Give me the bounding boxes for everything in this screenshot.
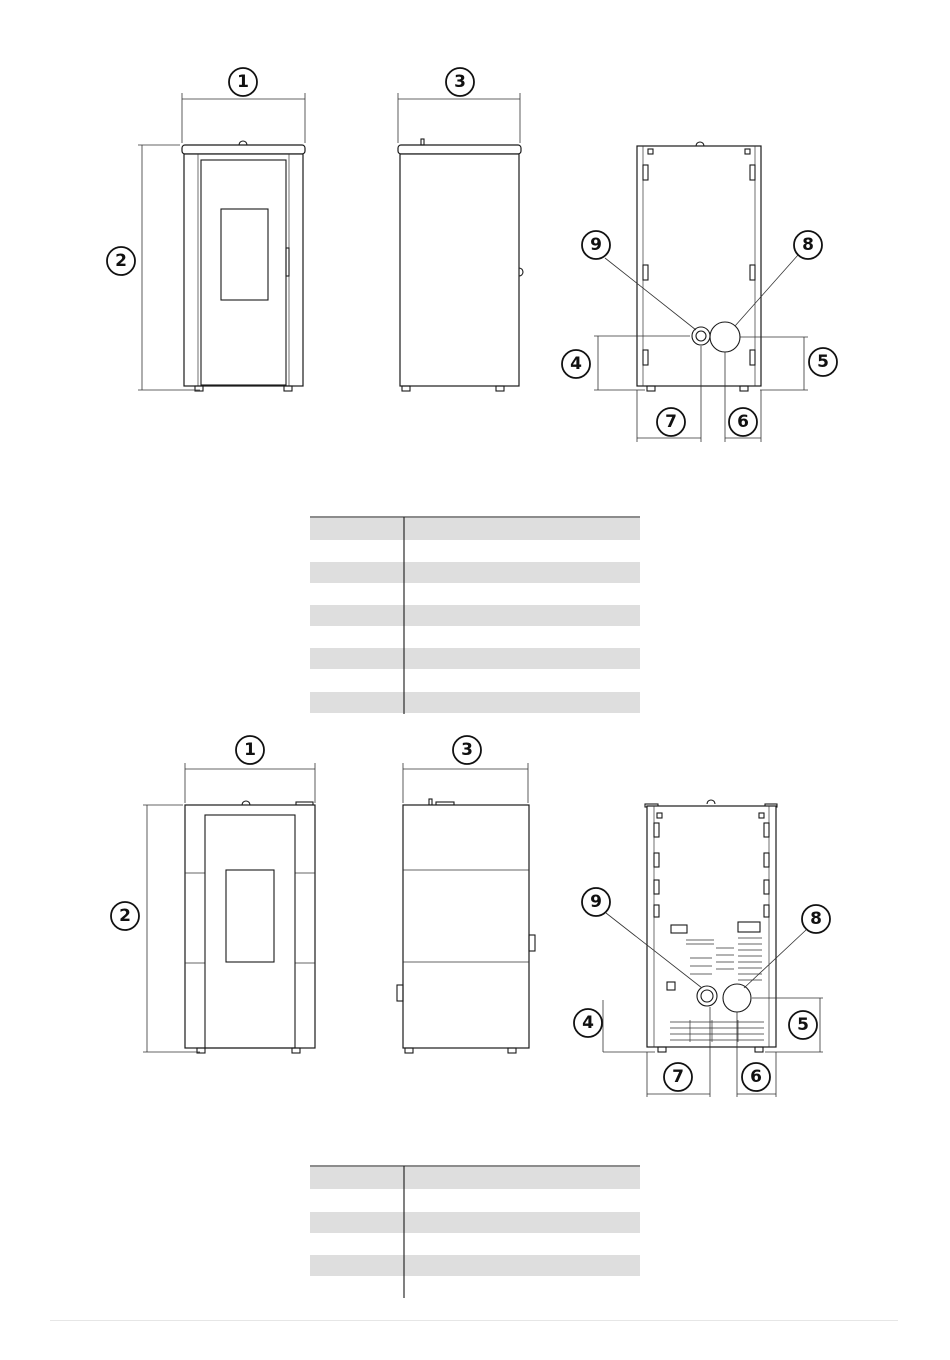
callout-label: 4: [582, 1013, 594, 1033]
callout-label: 9: [590, 892, 602, 912]
callout-label: 1: [237, 72, 249, 92]
callout-outlet-offset-b: [664, 1063, 692, 1091]
callout-label: 5: [817, 352, 829, 372]
callout-height-a: [107, 247, 135, 275]
callout-label: 8: [802, 235, 814, 255]
callout-front-width-b: [236, 736, 264, 764]
model-b-rear-view: [603, 800, 823, 1097]
callout-label: 2: [119, 906, 131, 926]
callout-outlet-offset-a: [657, 408, 685, 436]
footer-rule: [50, 1320, 898, 1321]
callout-label: 1: [244, 740, 256, 760]
model-b-front-view: [143, 763, 315, 1053]
callout-inlet-height-a: [809, 348, 837, 376]
callout-label: 2: [115, 251, 127, 271]
model-b-dimension-table: [310, 1166, 640, 1298]
callout-air-inlet-a: [582, 231, 610, 259]
callout-outlet-height-b: [574, 1009, 602, 1037]
callout-depth-a: [446, 68, 474, 96]
callout-label: 4: [570, 354, 582, 374]
callout-label: 7: [665, 412, 677, 432]
callout-height-b: [111, 902, 139, 930]
callout-inlet-offset-a: [729, 408, 757, 436]
callout-outlet-height-a: [562, 350, 590, 378]
callout-label: 6: [737, 412, 749, 432]
callout-label: 3: [461, 740, 473, 760]
callout-label: 6: [750, 1067, 762, 1087]
callout-label: 9: [590, 235, 602, 255]
callout-air-inlet-b: [582, 888, 610, 916]
model-a-side-view: [398, 93, 523, 391]
callout-inlet-height-b: [789, 1011, 817, 1039]
model-a-front-view: [138, 93, 305, 391]
model-a-rear-view: [594, 142, 808, 442]
callout-front-width-a: [229, 68, 257, 96]
callout-flue-outlet-a: [794, 231, 822, 259]
callout-depth-b: [453, 736, 481, 764]
callout-inlet-offset-b: [742, 1063, 770, 1091]
model-b-side-view: [397, 763, 535, 1053]
callout-label: 7: [672, 1067, 684, 1087]
callout-label: 5: [797, 1015, 809, 1035]
callout-label: 8: [810, 909, 822, 929]
callout-label: 3: [454, 72, 466, 92]
model-a-dimension-table: [310, 517, 640, 714]
callout-flue-outlet-b: [802, 905, 830, 933]
